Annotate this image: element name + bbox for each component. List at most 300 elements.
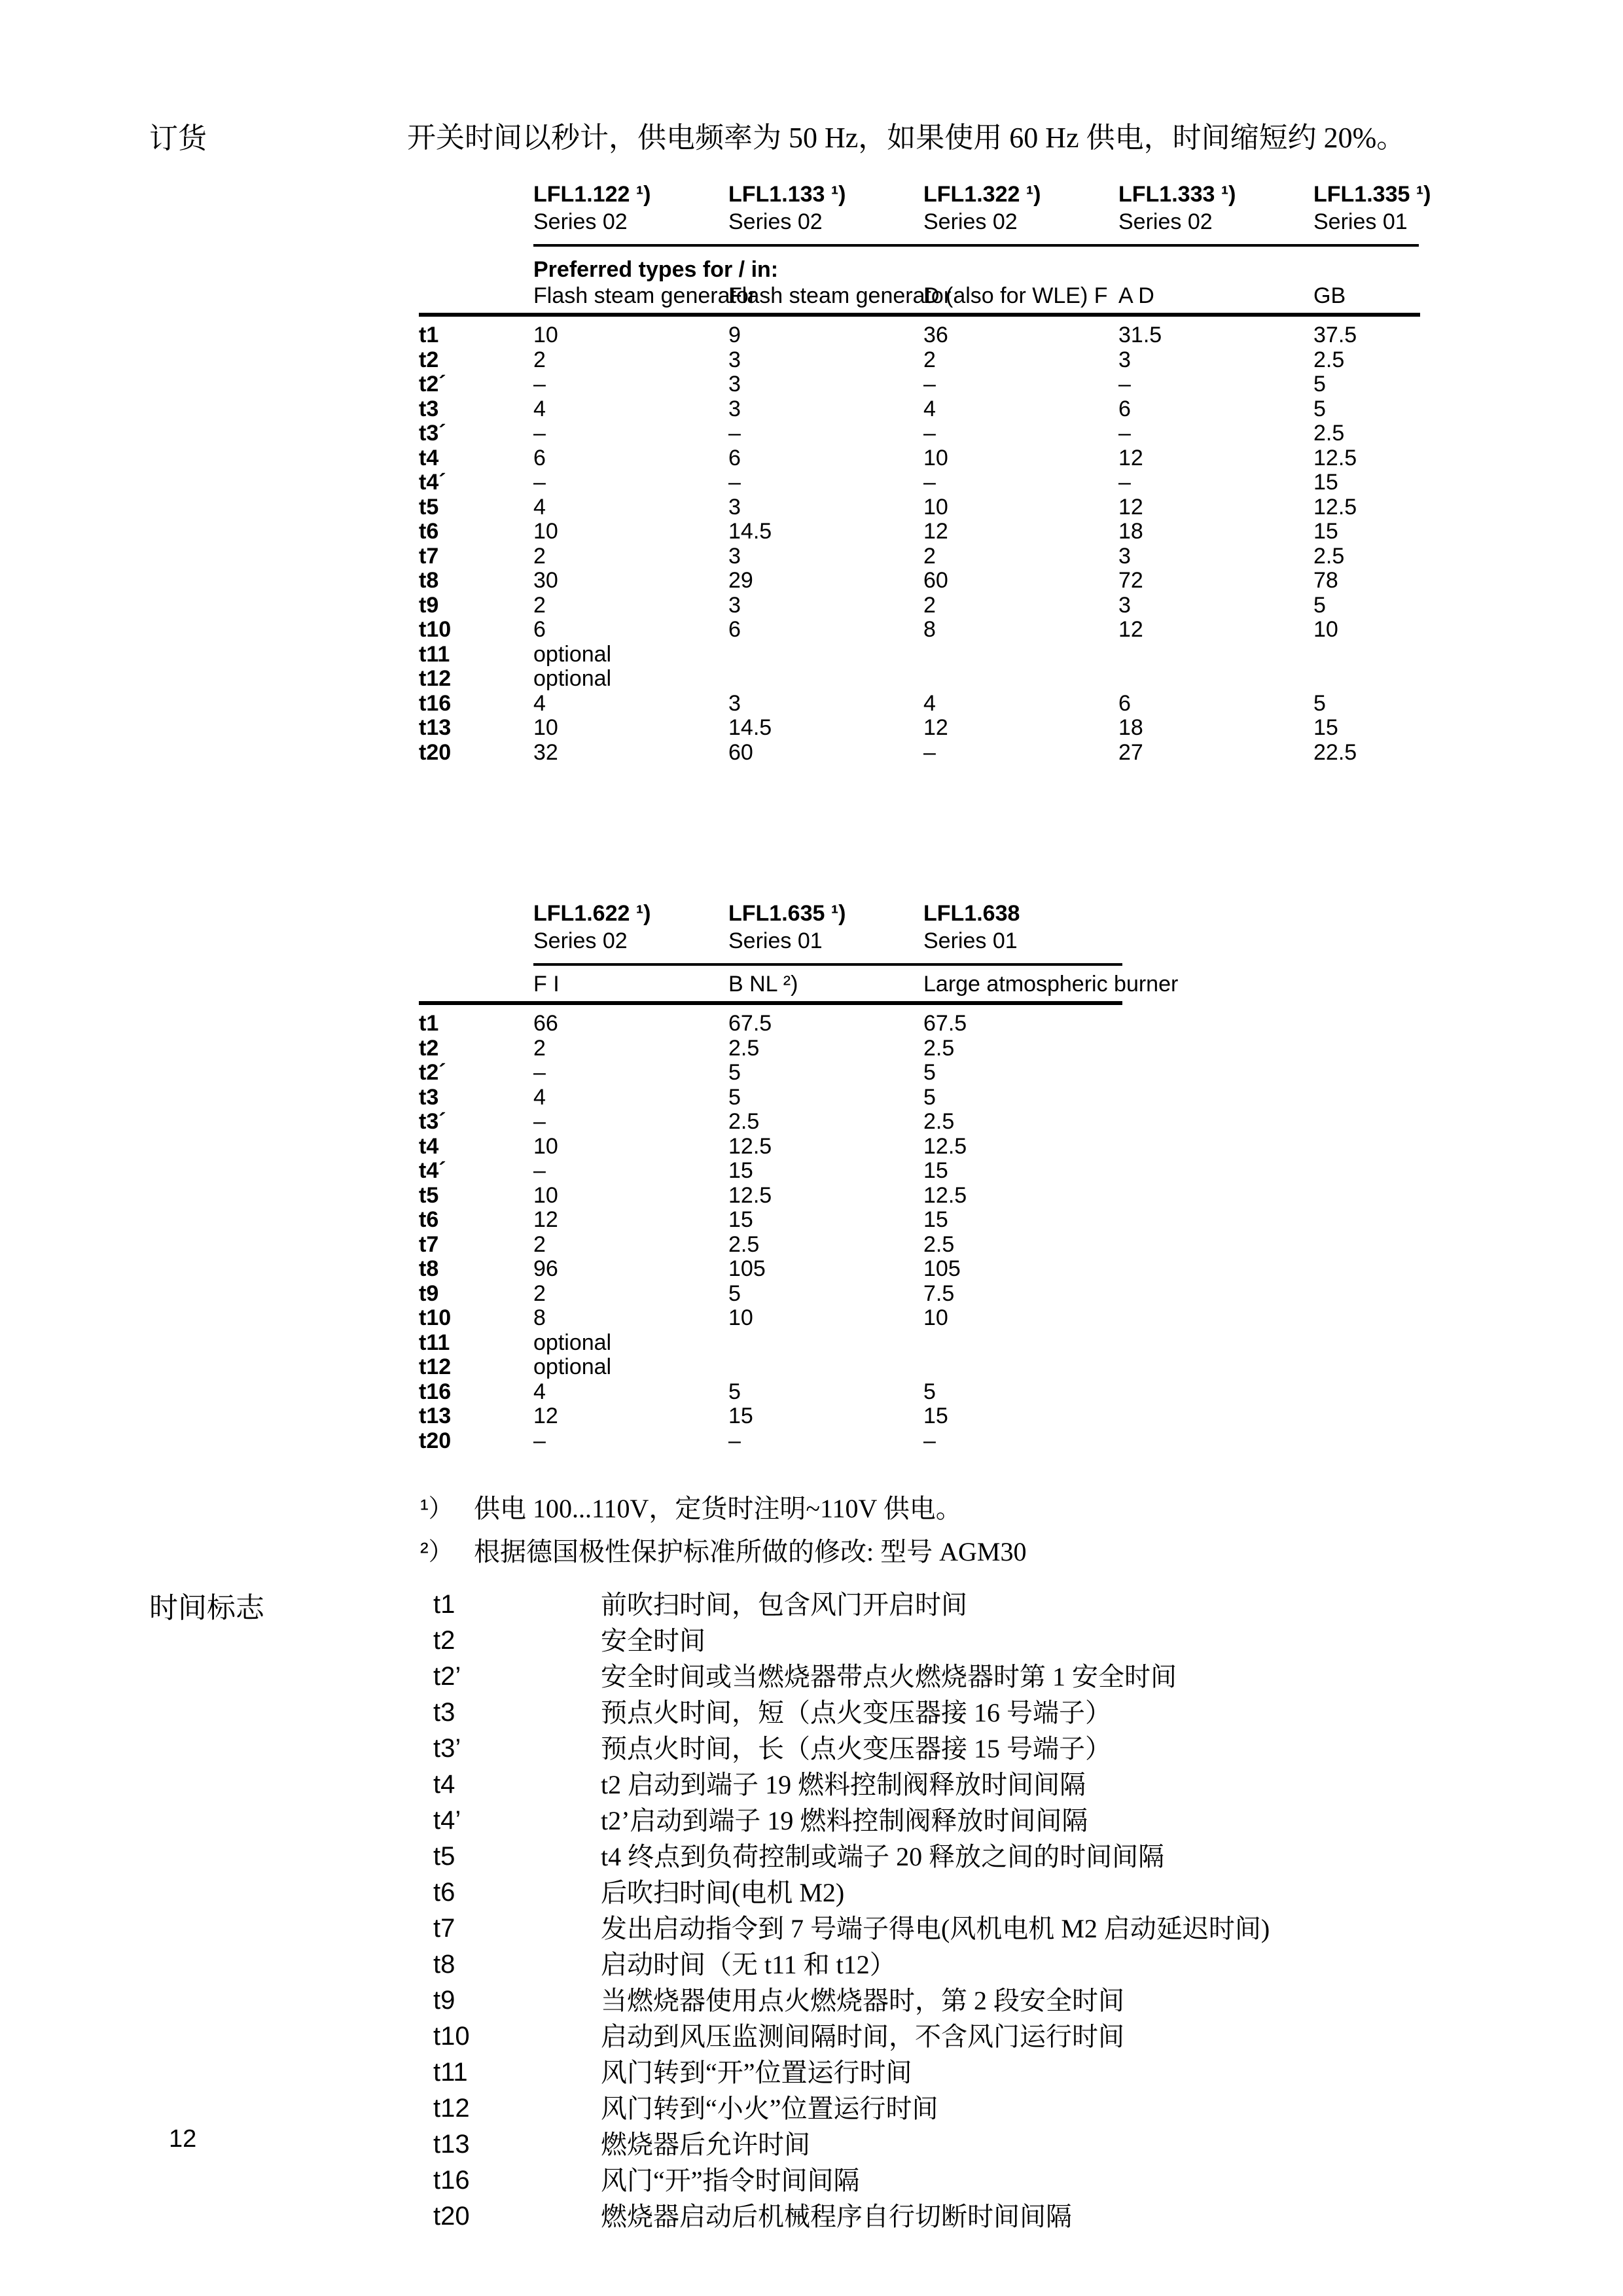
time-symbol: t13 <box>419 1404 452 1428</box>
time-value: 12 <box>923 519 948 544</box>
table-row <box>419 716 1420 741</box>
time-description: 发出启动指令到 7 号端子得电(风机电机 M2 启动延迟时间) <box>601 1914 1270 1943</box>
time-key: t8 <box>433 1950 455 1979</box>
time-value: 2.5 <box>1313 347 1345 372</box>
time-value: 5 <box>728 1280 741 1306</box>
time-value <box>728 667 923 692</box>
series-label: Series 02 <box>728 209 823 234</box>
time-value: 10 <box>923 1305 948 1330</box>
legend-item <box>433 2127 1270 2163</box>
time-value <box>1118 643 1313 667</box>
legend-item <box>433 2163 1270 2199</box>
time-value: 12 <box>1118 445 1143 470</box>
table-row <box>419 1355 1122 1380</box>
time-value: – <box>533 1158 546 1183</box>
time-key: t10 <box>433 2022 470 2051</box>
time-value: – <box>923 372 936 397</box>
table-rule <box>419 1001 1122 1005</box>
time-value: 12.5 <box>923 1182 967 1208</box>
time-symbol: t8 <box>419 568 439 593</box>
time-description: 燃烧器启动后机械程序自行切断时间间隔 <box>601 2202 1072 2231</box>
time-description: t2 启动到端子 19 燃料控制阀释放时间间隔 <box>601 1770 1086 1799</box>
time-value: 2 <box>533 592 546 618</box>
model-code-row <box>419 181 1431 208</box>
time-value: 9 <box>728 323 741 347</box>
time-value: 60 <box>728 739 753 765</box>
footnote <box>420 1536 1026 1568</box>
time-value: 4 <box>923 690 936 716</box>
preferred-types-row <box>419 971 1179 997</box>
preferred-type: Flash steam generator <box>533 283 757 308</box>
time-value: 2 <box>923 543 936 569</box>
table-body <box>419 323 1420 765</box>
table-row <box>419 593 1420 618</box>
preferred-type: Large atmospheric burner <box>923 972 1179 997</box>
model-code: LFL1.333 ¹) <box>1118 182 1236 207</box>
table-row <box>419 1306 1122 1331</box>
time-value <box>923 1355 1122 1380</box>
time-legend <box>433 1587 1270 2234</box>
footnote-marker: ²） <box>420 1538 454 1566</box>
time-value: 10 <box>1313 617 1338 642</box>
time-value: 22.5 <box>1313 739 1357 765</box>
time-value: – <box>1118 470 1131 495</box>
time-value: – <box>923 470 936 495</box>
time-value: 2.5 <box>1313 543 1345 569</box>
preferred-type: F I <box>533 972 560 997</box>
time-key: t2 <box>433 1626 455 1655</box>
time-key: t20 <box>433 2202 470 2231</box>
time-value: – <box>923 739 936 765</box>
time-value: 12 <box>923 715 948 740</box>
table-row <box>419 323 1420 348</box>
time-value: – <box>728 1428 741 1453</box>
time-value <box>1118 667 1313 692</box>
time-value: 15 <box>1313 470 1338 495</box>
time-value: 12 <box>1118 617 1143 642</box>
time-symbol: t13 <box>419 715 452 740</box>
time-symbol: t1 <box>419 1011 439 1036</box>
time-value: 3 <box>728 372 741 397</box>
time-value: 18 <box>1118 715 1143 740</box>
time-value: 2 <box>533 347 546 372</box>
table-rule <box>533 244 1419 247</box>
legend-item <box>433 1947 1270 1983</box>
time-value: 5 <box>1313 592 1326 618</box>
legend-item <box>433 1911 1270 1947</box>
time-symbol: t10 <box>419 1305 452 1330</box>
time-symbol: t3 <box>419 396 439 421</box>
time-value: – <box>533 470 546 495</box>
series-label: Series 01 <box>1313 209 1408 234</box>
timing-table-2 <box>419 900 1179 1453</box>
time-value: 14.5 <box>728 519 772 544</box>
model-code: LFL1.638 <box>923 901 1020 926</box>
time-value <box>923 643 1118 667</box>
series-label: Series 02 <box>533 209 628 234</box>
time-description: 预点火时间，长（点火变压器接 15 号端子） <box>601 1734 1111 1763</box>
time-value: optional <box>533 1354 612 1379</box>
timing-table-1 <box>419 181 1431 765</box>
time-value: 105 <box>728 1256 766 1281</box>
time-value: 78 <box>1313 568 1338 593</box>
time-value: 12 <box>533 1404 558 1428</box>
time-value: 12.5 <box>728 1133 772 1159</box>
time-value: 72 <box>1118 568 1143 593</box>
time-key: t2’ <box>433 1662 461 1691</box>
time-value: 2 <box>923 347 936 372</box>
time-value: 2.5 <box>1313 421 1345 446</box>
time-value: 2.5 <box>923 1035 955 1061</box>
time-value: 10 <box>533 1133 558 1159</box>
time-value: 27 <box>1118 739 1143 765</box>
time-value: – <box>1118 421 1131 446</box>
footnotes <box>420 1493 1026 1580</box>
table-row <box>419 421 1420 446</box>
model-code: LFL1.622 ¹) <box>533 901 651 926</box>
time-description: t2’启动到端子 19 燃料控制阀释放时间间隔 <box>601 1806 1088 1835</box>
time-key: t5 <box>433 1842 455 1871</box>
time-symbol: t5 <box>419 494 439 520</box>
time-key: t7 <box>433 1914 455 1943</box>
time-value: 2 <box>533 1280 546 1306</box>
time-value: 4 <box>533 494 546 520</box>
time-value: – <box>533 1428 546 1453</box>
row-label-spacer <box>419 181 533 208</box>
table-rule <box>419 313 1420 317</box>
time-value: 4 <box>533 690 546 716</box>
time-value: – <box>1118 372 1131 397</box>
row-label-spacer <box>419 971 533 997</box>
time-value: 29 <box>728 568 753 593</box>
time-description: t4 终点到负荷控制或端子 20 释放之间的时间间隔 <box>601 1842 1165 1871</box>
time-value: 5 <box>923 1084 936 1110</box>
time-symbol: t2´ <box>419 1060 446 1085</box>
preferred-type: GB <box>1313 283 1346 308</box>
time-value: 10 <box>923 494 948 520</box>
table-body <box>419 1012 1122 1453</box>
model-code: LFL1.635 ¹) <box>728 901 846 926</box>
time-symbol: t10 <box>419 617 452 642</box>
time-value: 5 <box>923 1060 936 1085</box>
table-row <box>419 692 1420 716</box>
time-value: 6 <box>728 617 741 642</box>
time-key: t13 <box>433 2130 470 2159</box>
time-value: 2.5 <box>923 1109 955 1134</box>
time-symbol: t8 <box>419 1256 439 1281</box>
footnote <box>420 1493 1026 1525</box>
time-value: 3 <box>1118 347 1131 372</box>
preferred-type: Flash steam generator <box>728 283 952 308</box>
table-row <box>419 520 1420 544</box>
time-symbol: t3 <box>419 1084 439 1110</box>
time-value: 2 <box>923 592 936 618</box>
table-row <box>419 372 1420 397</box>
legend-item <box>433 1731 1270 1767</box>
time-value: 60 <box>923 568 948 593</box>
legend-item <box>433 1767 1270 1803</box>
table-row <box>419 1404 1122 1429</box>
time-value: 5 <box>1313 690 1326 716</box>
time-description: 安全时间或当燃烧器带点火燃烧器时第 1 安全时间 <box>601 1662 1177 1691</box>
time-symbol: t6 <box>419 1207 439 1232</box>
time-value: 4 <box>923 396 936 421</box>
time-value: 4 <box>533 1084 546 1110</box>
time-value <box>923 667 1118 692</box>
table-row <box>419 1282 1122 1307</box>
model-code: LFL1.335 ¹) <box>1313 182 1431 207</box>
time-value: 66 <box>533 1011 558 1036</box>
time-value: – <box>533 1109 546 1134</box>
preferred-type: B NL ²) <box>728 972 798 997</box>
table-row <box>419 1012 1122 1036</box>
time-value: 12.5 <box>923 1133 967 1159</box>
time-value: 67.5 <box>728 1011 772 1036</box>
time-value <box>728 1331 923 1356</box>
time-value: – <box>923 421 936 446</box>
legend-item <box>433 1803 1270 1839</box>
time-value: 2.5 <box>728 1231 760 1257</box>
table-rule <box>533 963 1122 966</box>
series-label: Series 02 <box>533 928 628 953</box>
time-value: 12.5 <box>1313 494 1357 520</box>
table-row <box>419 1061 1122 1086</box>
time-value <box>1313 667 1420 692</box>
legend-item <box>433 1983 1270 2019</box>
time-value: 3 <box>728 347 741 372</box>
time-value: 15 <box>728 1207 753 1232</box>
table-row <box>419 1380 1122 1405</box>
time-value: 3 <box>1118 592 1131 618</box>
time-value: 3 <box>1118 543 1131 569</box>
table-row <box>419 741 1420 766</box>
time-value: 3 <box>728 690 741 716</box>
time-symbol: t3´ <box>419 1109 446 1134</box>
time-value: – <box>728 470 741 495</box>
time-value: 10 <box>533 715 558 740</box>
row-label-spacer <box>419 900 533 927</box>
time-symbol: t7 <box>419 1231 439 1257</box>
time-symbol: t9 <box>419 592 439 618</box>
table-row <box>419 1233 1122 1258</box>
time-symbol: t2´ <box>419 372 446 397</box>
time-key: t4’ <box>433 1806 461 1835</box>
time-symbol: t12 <box>419 1354 452 1379</box>
time-description: 预点火时间，短（点火变压器接 16 号端子） <box>601 1698 1111 1727</box>
time-value: 3 <box>728 396 741 421</box>
time-value: 10 <box>728 1305 753 1330</box>
time-value: 15 <box>728 1404 753 1428</box>
time-value: 5 <box>1313 396 1326 421</box>
time-value: 10 <box>533 1182 558 1208</box>
time-symbol: t4´ <box>419 470 446 495</box>
time-description: 后吹扫时间(电机 M2) <box>601 1878 845 1907</box>
table-row <box>419 643 1420 667</box>
time-description: 风门转到“小火”位置运行时间 <box>601 2094 938 2123</box>
table-row <box>419 397 1420 422</box>
time-value: 2 <box>533 1035 546 1061</box>
time-description: 启动时间（无 t11 和 t12） <box>601 1950 896 1979</box>
time-value: 4 <box>533 396 546 421</box>
row-label-spacer <box>419 208 533 236</box>
time-value: – <box>728 421 741 446</box>
table-row <box>419 1086 1122 1110</box>
time-value: 6 <box>533 617 546 642</box>
time-value <box>728 1355 923 1380</box>
time-value: 2.5 <box>923 1231 955 1257</box>
time-symbol: t12 <box>419 666 452 691</box>
table-row <box>419 1159 1122 1184</box>
time-value: 96 <box>533 1256 558 1281</box>
legend-item <box>433 1695 1270 1731</box>
row-label-spacer <box>419 283 533 309</box>
time-key: t3 <box>433 1698 455 1727</box>
time-value <box>923 1331 1122 1356</box>
time-value: optional <box>533 666 612 691</box>
preferred-types-row <box>419 283 1420 309</box>
series-row <box>419 208 1420 236</box>
row-label-spacer <box>419 927 533 955</box>
time-key: t1 <box>433 1590 455 1619</box>
time-symbol: t20 <box>419 1428 452 1453</box>
series-label: Series 02 <box>1118 209 1213 234</box>
time-value: 36 <box>923 323 948 347</box>
table-row <box>419 1184 1122 1209</box>
time-key: t11 <box>433 2058 468 2087</box>
time-value: 10 <box>923 445 948 470</box>
time-value: 15 <box>923 1158 948 1183</box>
series-label: Series 01 <box>923 928 1018 953</box>
table-row <box>419 348 1420 373</box>
series-row <box>419 927 1122 955</box>
time-value: 31.5 <box>1118 323 1162 347</box>
legend-item <box>433 1839 1270 1875</box>
preferred-type: A D <box>1118 283 1154 308</box>
table-row <box>419 1036 1122 1061</box>
time-value: 2.5 <box>728 1109 760 1134</box>
model-code-row <box>419 900 1122 927</box>
intro-text: 开关时间以秒计，供电频率为 50 Hz，如果使用 60 Hz 供电，时间缩短约 20%。 <box>407 122 1406 154</box>
time-value: 10 <box>533 519 558 544</box>
time-symbol: t7 <box>419 543 439 569</box>
time-value: – <box>533 421 546 446</box>
time-value: 8 <box>533 1305 546 1330</box>
footnote-marker: ¹） <box>420 1495 454 1523</box>
time-value: 6 <box>1118 690 1131 716</box>
time-symbol: t20 <box>419 739 452 765</box>
table-row <box>419 569 1420 593</box>
time-value: 3 <box>728 494 741 520</box>
preferred-type: D (also for WLE) F <box>923 283 1108 308</box>
time-key: t6 <box>433 1878 455 1907</box>
time-value: 15 <box>1313 715 1338 740</box>
legend-item <box>433 2055 1270 2091</box>
legend-item <box>433 1587 1270 1623</box>
time-value: 12.5 <box>1313 445 1357 470</box>
time-value: – <box>533 1060 546 1085</box>
table-row <box>419 1208 1122 1233</box>
time-symbol: t2 <box>419 1035 439 1061</box>
table-row <box>419 667 1420 692</box>
time-key: t4 <box>433 1770 455 1799</box>
time-value: 5 <box>728 1084 741 1110</box>
legend-item <box>433 1659 1270 1695</box>
preferred-types-label: Preferred types for / in: <box>533 257 779 282</box>
time-symbol: t9 <box>419 1280 439 1306</box>
time-symbol: t16 <box>419 1379 452 1404</box>
time-value: 12.5 <box>728 1182 772 1208</box>
time-symbol: t6 <box>419 519 439 544</box>
time-value: 15 <box>1313 519 1338 544</box>
time-value: 5 <box>728 1060 741 1085</box>
time-value: 32 <box>533 739 558 765</box>
time-value: 15 <box>728 1158 753 1183</box>
time-symbol: t4 <box>419 1133 439 1159</box>
time-key: t12 <box>433 2094 470 2123</box>
time-value: 30 <box>533 568 558 593</box>
time-key: t16 <box>433 2166 470 2195</box>
time-symbol: t4´ <box>419 1158 446 1183</box>
time-description: 当燃烧器使用点火燃烧器时，第 2 段安全时间 <box>601 1986 1124 2015</box>
table-row <box>419 495 1420 520</box>
time-description: 前吹扫时间，包含风门开启时间 <box>601 1590 967 1619</box>
time-value <box>728 643 923 667</box>
time-symbol: t1 <box>419 323 439 347</box>
time-value: 15 <box>923 1207 948 1232</box>
legend-item <box>433 2199 1270 2234</box>
time-symbol: t4 <box>419 445 439 470</box>
time-symbol: t16 <box>419 690 452 716</box>
time-value: 2.5 <box>728 1035 760 1061</box>
time-value: 14.5 <box>728 715 772 740</box>
page-number: 12 <box>169 2125 197 2153</box>
time-value: 18 <box>1118 519 1143 544</box>
model-code: LFL1.133 ¹) <box>728 182 846 207</box>
time-value: 6 <box>728 445 741 470</box>
footnote-text: 根据德国极性保护标准所做的修改: 型号 AGM30 <box>474 1537 1027 1566</box>
time-value: 5 <box>1313 372 1326 397</box>
time-value: 105 <box>923 1256 961 1281</box>
series-label: Series 02 <box>923 209 1018 234</box>
time-symbol: t11 <box>419 1330 450 1355</box>
section-label-time-marks: 时间标志 <box>149 1592 264 1624</box>
time-value: optional <box>533 1330 612 1355</box>
time-value: – <box>923 1428 936 1453</box>
table-row <box>419 446 1420 471</box>
table-row <box>419 1429 1122 1454</box>
table-row <box>419 1110 1122 1135</box>
time-symbol: t3´ <box>419 421 446 446</box>
time-description: 风门“开”指令时间间隔 <box>601 2166 860 2195</box>
time-value: optional <box>533 641 612 667</box>
time-value: 2 <box>533 1231 546 1257</box>
legend-item <box>433 1875 1270 1911</box>
model-code: LFL1.122 ¹) <box>533 182 651 207</box>
legend-item <box>433 1623 1270 1659</box>
time-value: 12 <box>1118 494 1143 520</box>
legend-item <box>433 2019 1270 2055</box>
time-value: 6 <box>533 445 546 470</box>
table-row <box>419 1257 1122 1282</box>
time-value: 12 <box>533 1207 558 1232</box>
time-description: 启动到风压监测间隔时间，不含风门运行时间 <box>601 2022 1124 2051</box>
time-description: 安全时间 <box>601 1626 705 1655</box>
table-row <box>419 618 1420 643</box>
table-row <box>419 470 1420 495</box>
time-value: 8 <box>923 617 936 642</box>
time-value: 10 <box>533 323 558 347</box>
series-label: Series 01 <box>728 928 823 953</box>
